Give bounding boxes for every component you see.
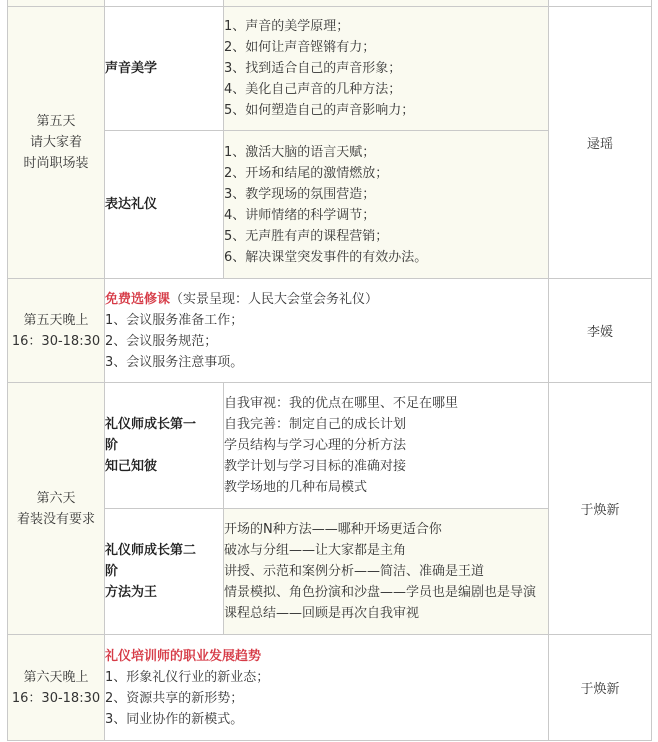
elective-headline — [105, 289, 548, 310]
teacher-name: 于焕新 — [549, 383, 652, 635]
list-item: 3、教学现场的氛围营造； — [224, 186, 376, 202]
day-label-line: 第五天晚上 — [23, 312, 89, 328]
topic-title — [105, 383, 224, 509]
table-row — [8, 635, 652, 741]
list-item: 4、讲师情绪的科学调节； — [224, 207, 376, 223]
table-row — [8, 279, 652, 383]
elective-subtitle: （实景呈现：人民大会堂会务礼仪） — [170, 291, 379, 307]
list-item: 3、同业协作的新模式。 — [105, 711, 244, 727]
list-item: 2、开场和结尾的激情燃放； — [224, 165, 389, 181]
topic-title-line: 方法为王 — [105, 585, 158, 600]
list-item: 3、会议服务注意事项。 — [105, 354, 244, 370]
day-label-line: 第五天 — [36, 114, 76, 129]
list-item: 学员结构与学习心理的分析方法 — [224, 438, 407, 453]
course-schedule-table — [7, 0, 652, 741]
teacher-name: 于焕新 — [549, 635, 652, 741]
day-cell-day6-evening — [8, 635, 105, 741]
list-item: 5、如何塑造自己的声音影响力； — [224, 103, 415, 118]
list-item: 自我完善：制定自己的成长计划 — [224, 417, 407, 432]
topic-content — [224, 7, 549, 131]
list-item: 5、无声胜有声的课程营销； — [224, 228, 389, 244]
topic-content — [224, 383, 549, 509]
day-cell-day6 — [8, 383, 105, 635]
list-item: 4、美化自己声音的几种方法； — [224, 82, 402, 97]
topic-content — [224, 131, 549, 279]
topic-title-line: 阶 — [105, 564, 119, 579]
list-item: 开场的N种方法——哪种开场更适合你 — [224, 522, 442, 537]
career-content — [105, 635, 549, 741]
list-item: 教学计划与学习目标的准确对接 — [224, 459, 407, 474]
list-item: 2、如何让声音铿锵有力； — [224, 40, 376, 55]
list-item: 课程总结——回顾是再次自我审视 — [224, 606, 420, 621]
day-cell-day5 — [8, 7, 105, 279]
topic-title: 表达礼仪 — [105, 131, 224, 279]
day-label-line: 请大家着 — [29, 135, 82, 150]
list-item: 1、形象礼仪行业的新业态； — [105, 669, 270, 685]
topic-title-line: 礼仪师成长第二 — [105, 543, 197, 558]
teacher-name: 李媛 — [549, 279, 652, 383]
list-item: 6、解决课堂突发事件的有效办法。 — [224, 249, 428, 265]
list-item: 情景模拟、角色扮演和沙盘——学员也是编剧也是导演 — [224, 585, 537, 600]
day-label-line: 着装没有要求 — [16, 511, 95, 527]
topic-title-line: 知己知彼 — [105, 459, 158, 474]
table-row — [8, 383, 652, 509]
list-item: 1、声音的美学原理； — [224, 19, 350, 34]
topic-content — [224, 509, 549, 635]
day-label-line: 第六天 — [36, 490, 76, 506]
list-item: 2、资源共享的新形势； — [105, 690, 244, 706]
list-item: 1、会议服务准备工作； — [105, 312, 244, 328]
day-cell-day5-evening — [8, 279, 105, 383]
topic-title: 声音美学 — [105, 7, 224, 131]
list-item: 自我审视：我的优点在哪里、不足在哪里 — [224, 396, 459, 411]
topic-title-line: 礼仪师成长第一 — [105, 417, 197, 432]
list-item: 讲授、示范和案例分析——简洁、准确是王道 — [224, 564, 485, 579]
day-label-line: 第六天晚上 — [23, 669, 89, 685]
list-item: 2、会议服务规范； — [105, 333, 218, 349]
career-headline: 礼仪培训师的职业发展趋势 — [105, 648, 262, 664]
elective-content — [105, 279, 549, 383]
day-label-line: 时尚职场装 — [23, 156, 89, 171]
topic-title-line: 阶 — [105, 438, 119, 453]
teacher-name: 逯瑶 — [549, 7, 652, 279]
topic-title — [105, 509, 224, 635]
elective-badge: 免费选修课 — [105, 291, 171, 307]
list-item: 1、激活大脑的语言天赋； — [224, 144, 376, 160]
table-row — [8, 7, 652, 131]
day-label-line: 16：30-18:30 — [11, 333, 101, 349]
list-item: 教学场地的几种布局模式 — [224, 480, 368, 495]
list-item: 3、找到适合自己的声音形象； — [224, 61, 402, 76]
day-label-line: 16：30-18:30 — [11, 690, 101, 706]
list-item: 破冰与分组——让大家都是主角 — [224, 543, 407, 558]
